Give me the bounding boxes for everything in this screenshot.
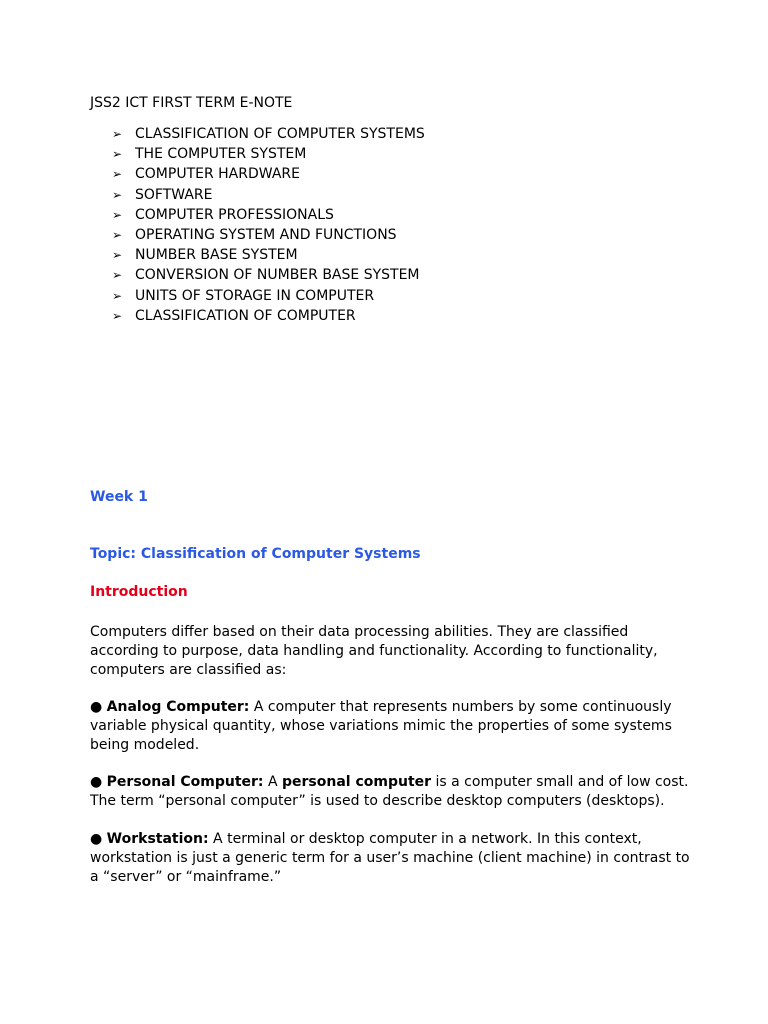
toc-label: SOFTWARE bbox=[135, 186, 213, 203]
week-heading: Week 1 bbox=[90, 489, 148, 505]
arrow-bullet-icon: ➢ bbox=[112, 288, 123, 303]
analog-computer-term: Analog Computer: bbox=[106, 699, 250, 715]
list-item bbox=[112, 245, 425, 265]
personal-computer-paragraph bbox=[90, 773, 690, 811]
list-item bbox=[112, 164, 425, 184]
list-item bbox=[112, 124, 425, 144]
arrow-bullet-icon: ➢ bbox=[112, 248, 123, 263]
bullet-dot-icon: ● bbox=[90, 831, 103, 847]
toc-label: CONVERSION OF NUMBER BASE SYSTEM bbox=[135, 267, 420, 284]
workstation-text: A terminal or desktop computer in a network. In this context, workstation is just a generic term for a user’s machine (client machine) in contrast to a “server” or “mainframe.” bbox=[90, 831, 690, 885]
toc-label: CLASSIFICATION OF COMPUTER SYSTEMS bbox=[135, 126, 425, 143]
list-item bbox=[112, 286, 425, 306]
personal-computer-term: Personal Computer: bbox=[106, 774, 264, 790]
toc-label: UNITS OF STORAGE IN COMPUTER bbox=[135, 287, 375, 304]
arrow-bullet-icon: ➢ bbox=[112, 268, 123, 283]
arrow-bullet-icon: ➢ bbox=[112, 207, 123, 222]
arrow-bullet-icon: ➢ bbox=[112, 228, 123, 243]
arrow-bullet-icon: ➢ bbox=[112, 187, 123, 202]
analog-computer-text: A computer that represents numbers by some continuously variable physical quantity, whose variations mimic the properties of some systems being modeled. bbox=[90, 699, 672, 753]
list-item bbox=[112, 185, 425, 205]
introduction-heading: Introduction bbox=[90, 584, 188, 600]
list-item bbox=[112, 225, 425, 245]
personal-computer-inline-term: personal computer bbox=[282, 774, 432, 790]
list-item bbox=[112, 144, 425, 164]
arrow-bullet-icon: ➢ bbox=[112, 127, 123, 142]
toc-label: CLASSIFICATION OF COMPUTER bbox=[135, 307, 356, 324]
workstation-paragraph bbox=[90, 830, 690, 887]
list-item bbox=[112, 265, 425, 285]
personal-computer-text-a: A bbox=[263, 774, 283, 790]
toc-label: COMPUTER PROFESSIONALS bbox=[135, 206, 334, 223]
document-title: JSS2 ICT FIRST TERM E-NOTE bbox=[90, 95, 293, 111]
list-item bbox=[112, 306, 425, 326]
toc-label: OPERATING SYSTEM AND FUNCTIONS bbox=[135, 227, 397, 244]
personal-computer-text-b: is a computer small and of low cost. The term “personal computer” is used to describe desktop computers (desktops). bbox=[90, 774, 689, 809]
bullet-dot-icon: ● bbox=[90, 699, 103, 715]
intro-paragraph: Computers differ based on their data processing abilities. They are classified according to purpose, data handling and functionality. According to functionality, computers are classified as: bbox=[90, 624, 658, 678]
table-of-contents bbox=[112, 124, 425, 326]
topic-heading: Topic: Classification of Computer Systems bbox=[90, 546, 421, 562]
toc-label: NUMBER BASE SYSTEM bbox=[135, 247, 298, 264]
toc-label: THE COMPUTER SYSTEM bbox=[135, 146, 307, 163]
list-item bbox=[112, 205, 425, 225]
arrow-bullet-icon: ➢ bbox=[112, 308, 123, 323]
arrow-bullet-icon: ➢ bbox=[112, 147, 123, 162]
workstation-term: Workstation: bbox=[106, 831, 209, 847]
arrow-bullet-icon: ➢ bbox=[112, 167, 123, 182]
bullet-dot-icon: ● bbox=[90, 774, 103, 790]
analog-computer-paragraph bbox=[90, 698, 690, 755]
toc-label: COMPUTER HARDWARE bbox=[135, 166, 300, 183]
